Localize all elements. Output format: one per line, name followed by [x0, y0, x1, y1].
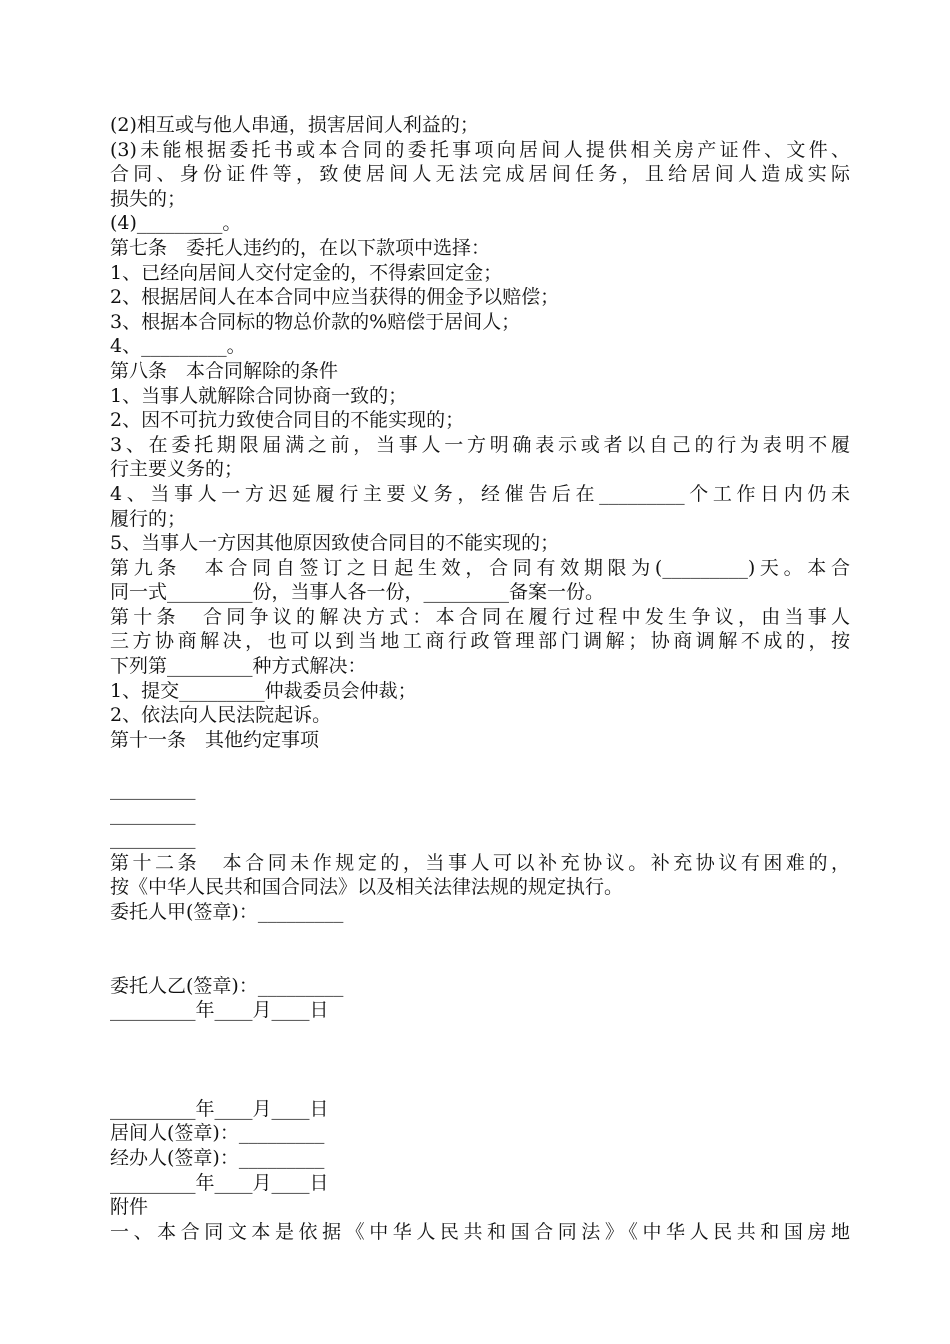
text-line: 居间人(签章)：_________: [110, 1122, 325, 1145]
text-line: 第十一条 其他约定事项: [110, 728, 320, 751]
contract-page: [110, 113, 850, 1244]
text-line: 4、当事人一方迟延履行主要义务，经催告后在_________个工作日内仍未: [110, 482, 850, 505]
text-line: 1、当事人就解除合同协商一致的；: [110, 384, 408, 407]
text-line: 4、_________。: [110, 335, 246, 358]
text-line: 下列第_________种方式解决：: [110, 655, 367, 678]
text-line: _________: [110, 778, 196, 801]
text-line: 行主要义务的；: [110, 458, 244, 481]
blank-line: [110, 1072, 850, 1097]
text-line: 附件: [110, 1196, 149, 1219]
text-line: 第十条 合同争议的解决方式：本合同在履行过程中发生争议，由当事人: [110, 605, 850, 628]
text-line: 第十二条 本合同未作规定的，当事人可以补充协议。补充协议有困难的，: [110, 851, 850, 874]
text-line: 1、已经向居间人交付定金的，不得索回定金；: [110, 261, 503, 284]
text-line: (2)相互或与他人串通，损害居间人利益的；: [110, 114, 479, 136]
text-line: _________年____月____日: [110, 1171, 329, 1194]
text-line: 3、根据本合同标的物总价款的%赔偿于居间人；: [110, 310, 521, 333]
text-line: 同一式_________份，当事人各一份，_________备案一份。: [110, 581, 605, 604]
text-line: 经办人(签章)：_________: [110, 1146, 325, 1169]
text-line: 损失的；: [110, 187, 187, 210]
text-line: 一、本合同文本是依据《中华人民共和国合同法》《中华人民共和国房地: [110, 1220, 850, 1243]
text-line: 2、依法向人民法院起诉。: [110, 704, 332, 727]
text-line: 2、根据居间人在本合同中应当获得的佣金予以赔偿；: [110, 286, 560, 309]
text-line: 合同、身份证件等，致使居间人无法完成居间任务，且给居间人造成实际: [110, 163, 850, 186]
text-line: 第九条 本合同自签订之日起生效，合同有效期限为(_________)天。本合: [110, 556, 850, 579]
blank-line: [110, 1048, 850, 1073]
text-line: _________年____月____日: [110, 999, 329, 1022]
text-line: _________年____月____日: [110, 1097, 329, 1120]
text-line: 3、在委托期限届满之前，当事人一方明确表示或者以自己的行为表明不履: [110, 433, 850, 456]
blank-line: [110, 752, 850, 777]
text-line: 按《中华人民共和国合同法》以及相关法律法规的规定执行。: [110, 876, 624, 899]
text-line: 第八条 本合同解除的条件: [110, 359, 339, 382]
blank-line: [110, 925, 850, 950]
text-line: (4)_________。: [110, 212, 242, 235]
blank-line: [110, 949, 850, 974]
text-line: (3)未能根据委托书或本合同的委托事项向居间人提供相关房产证件、文件、: [110, 138, 850, 161]
blank-line: [110, 1023, 850, 1048]
text-line: 委托人甲(签章)：_________: [110, 901, 344, 923]
text-line: 2、因不可抗力致使合同目的不能实现的；: [110, 409, 465, 432]
text-line: 5、当事人一方因其他原因致使合同目的不能实现的；: [110, 532, 560, 555]
text-line: 第七条 委托人违约的，在以下款项中选择：: [110, 236, 491, 259]
text-line: _________: [110, 802, 196, 825]
text-line: 履行的；: [110, 507, 187, 530]
text-line: 三方协商解决，也可以到当地工商行政管理部门调解；协商调解不成的，按: [110, 630, 850, 653]
text-line: 委托人乙(签章)：_________: [110, 974, 344, 997]
text-line: _________: [110, 827, 196, 850]
text-line: 1、提交_________仲裁委员会仲裁；: [110, 679, 417, 702]
